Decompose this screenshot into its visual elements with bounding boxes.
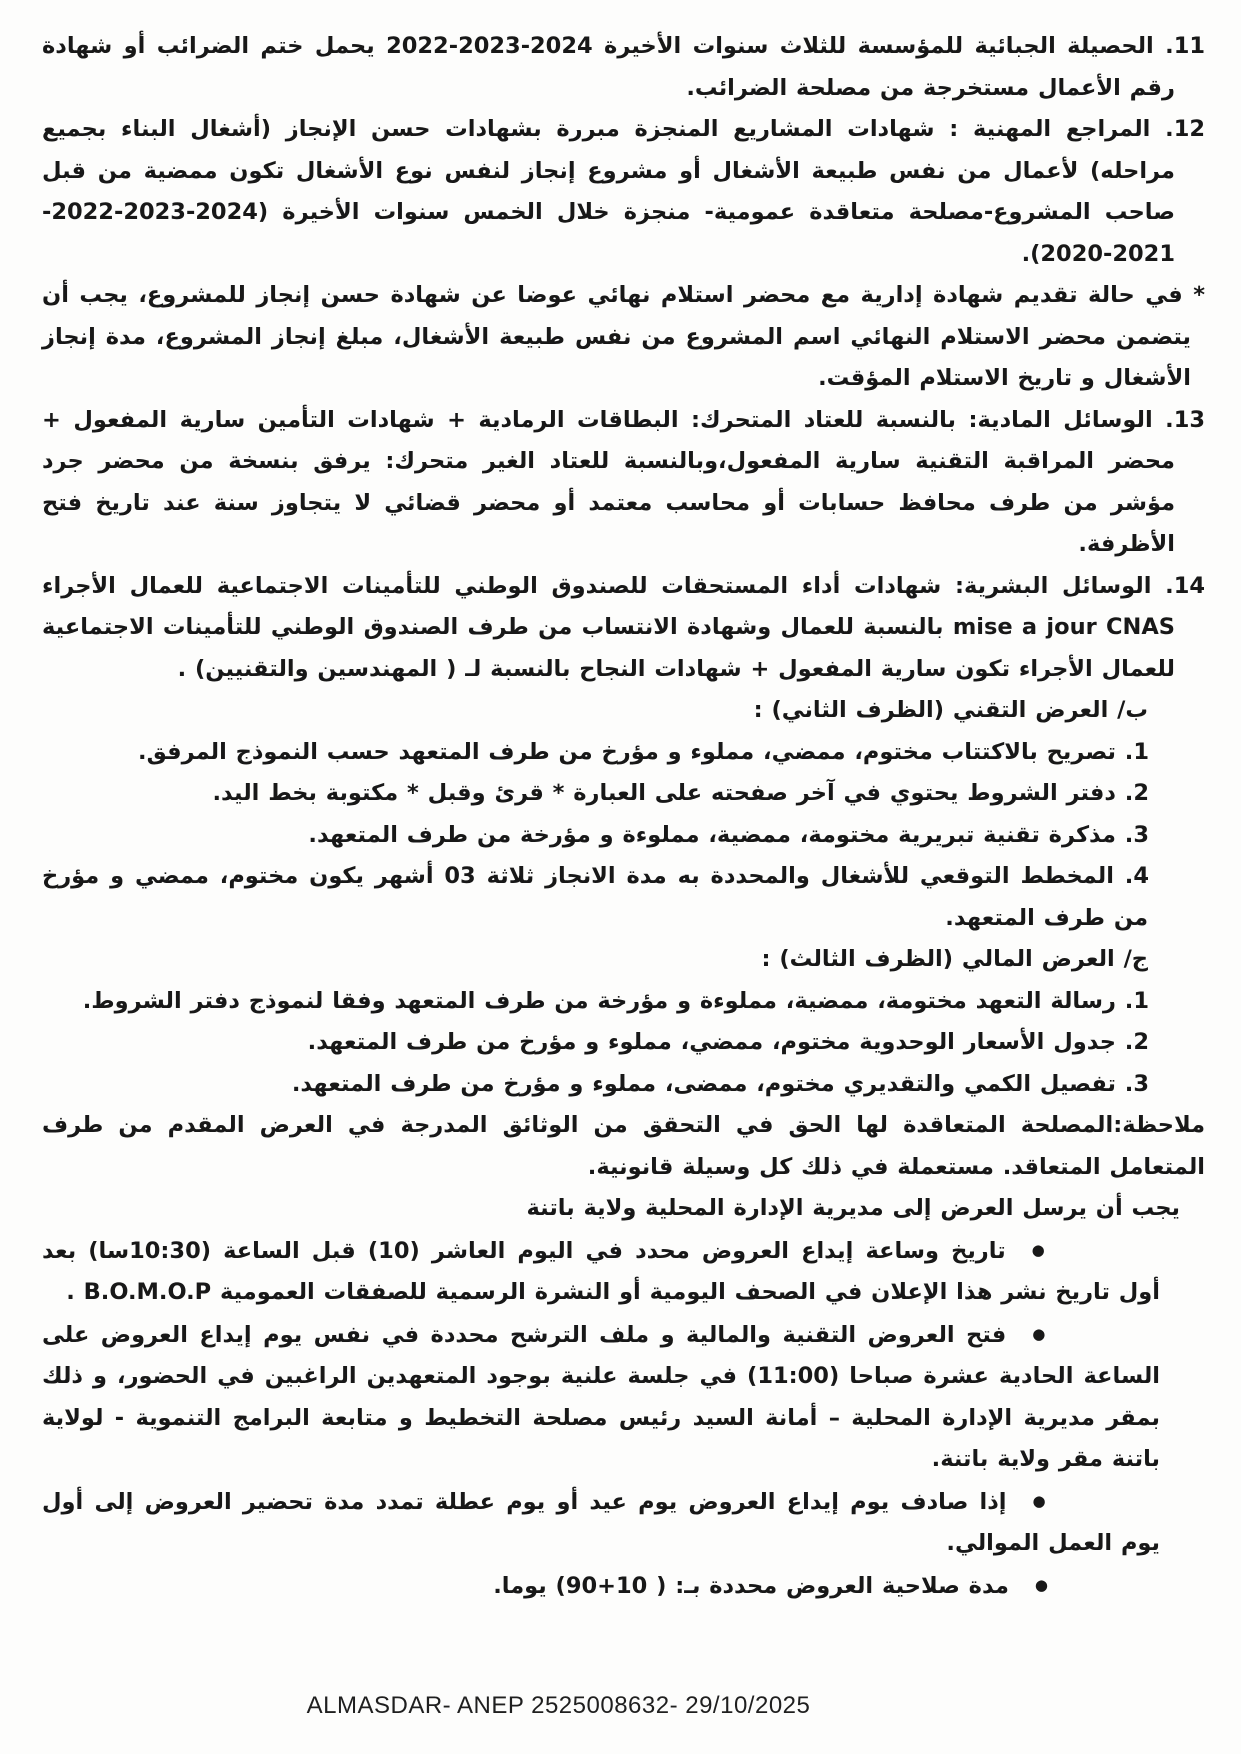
section-c-item-unit-prices-table: 2. جدول الأسعار الوحدوية مختوم، ممضي، مملوء و مؤرخ من طرف المتعهد. [307,1029,1149,1055]
bullet-deposit-date [42,1230,1205,1314]
bullet-holiday-rule-text: إذا صادف يوم إيداع العروض يوم عيد أو يوم عطلة تمدد مدة تحضير العروض إلى أول يوم العمل الموالي. [42,1488,1160,1556]
section-c-item-commitment-letter: 1. رسالة التعهد مختومة، ممضية، مملوءة و مؤرخة من طرف المتعهد وفقا لنموذج دفتر الشروط. [82,987,1149,1014]
remark-verification-right: ملاحظة:المصلحة المتعاقدة لها الحق في التحقق من الوثائق المدرجة في العرض المقدم من طرف المتعامل المتعاقد. مستعملة في ذلك كل وسيلة قانونية. [42,1112,1205,1180]
bullet-icon: ● [1032,1491,1048,1510]
bullet-offer-validity-text: مدة صلاحية العروض محددة بـ: ( 10+90) يوما. [493,1572,1009,1599]
bullet-opening-session-text: فتح العروض التقنية والمالية و ملف الترشح محددة في نفس يوم إيداع العروض على الساعة الحادية عشرة صباحا (11:00) في جلسة علنية بوجود المتعهدين الراغبين في الحضور، و ذلك بمقر مديرية الإدارة المحلية – أمانة السيد رئيس مصلحة التخطيط و متابعة البرامج التنموية - لولاية باتنة مقر ولاية باتنة. [42,1321,1160,1472]
bullet-icon: ● [1032,1324,1048,1343]
clause-12-professional-references: 12. المراجع المهنية : شهادات المشاريع المنجزة مبررة بشهادات حسن الإنجاز (أشغال البناء بجميع مراحله) لأعمال من نفس طبيعة الأشغال أو مشروع إنجاز لنفس نوع الأشغال تكون ممضية من قبل صاحب المشروع-مصلحة متعاقدة عمومية- منجزة خلال الخمس سنوات الأخيرة (2024-2023-2022-2021-2020). [42,116,1205,267]
bullet-opening-session [42,1314,1205,1481]
bullet-icon: ● [1034,1575,1048,1594]
tender-text-block [42,26,1205,1607]
section-c-financial-offer-title: ج/ العرض المالي (الظرف الثالث) : [761,946,1148,972]
anep-footer-line: ALMASDAR- ANEP 2525008632- 29/10/2025 [306,1692,811,1719]
section-c-item-quantitative-estimate: 3. تفصيل الكمي والتقديري مختوم، ممضى، مملوء و مؤرخ من طرف المتعهد. [291,1070,1149,1097]
bullet-offer-validity [42,1565,1205,1608]
star-footnote-administrative-certificate: * في حالة تقديم شهادة إدارية مع محضر استلام نهائي عوضا عن شهادة حسن إنجاز للمشروع، يجب أن يتضمن محضر الاستلام النهائي اسم المشروع من نفس طبيعة الأشغال، مبلغ إنجاز المشروع، مدة إنجاز الأشغال و تاريخ الاستلام المؤقت. [42,282,1205,391]
clause-14-human-means: 14. الوسائل البشرية: شهادات أداء المستحقات للصندوق الوطني للتأمينات الاجتماعية للعمال الأجراء mise a jour CNAS بالنسبة للعمال وشهادة الانتساب من طرف الصندوق الوطني للتأمينات الاجتماعية للعمال الأجراء تكون سارية المفعول + شهادات النجاح بالنسبة لـ ( المهندسين والتقنيين) . [42,572,1205,682]
section-b-item-specifications-booklet: 2. دفتر الشروط يحتوي في آخر صفحته على العبارة * قرئ وقبل * مكتوبة بخط اليد. [212,780,1149,806]
bullet-deposit-date-text: تاريخ وساعة إيداع العروض محدد في اليوم العاشر (10) قبل الساعة (10:30سا) بعد أول تاريخ نشر هذا الإعلان في الصحف اليومية أو النشرة الرسمية للصفقات العمومية B.O.M.O.P . [42,1237,1160,1305]
submission-address-line: يجب أن يرسل العرض إلى مديرية الإدارة المحلية ولاية باتنة [526,1195,1180,1221]
clause-13-material-means: 13. الوسائل المادية: بالنسبة للعتاد المتحرك: البطاقات الرمادية + شهادات التأمين سارية المفعول + محضر المراقبة التقنية سارية المفعول،وبالنسبة للعتاد الغير متحرك: يرفق بنسخة من محضر جرد مؤشر من طرف محافظ حسابات أو محاسب معتمد أو محضر قضائي لا يتجاوز سنة عند تاريخ فتح الأظرفة. [42,406,1205,557]
section-b-item-technical-memo: 3. مذكرة تقنية تبريرية مختومة، ممضية، مملوءة و مؤرخة من طرف المتعهد. [308,821,1149,848]
bullet-icon: ● [1031,1240,1049,1259]
section-b-item-works-schedule: 4. المخطط التوقعي للأشغال والمحددة به مدة الانجاز ثلاثة 03 أشهر يكون مختوم، ممضي و مؤرخ من طرف المتعهد. [42,863,1149,931]
section-b-item-subscription-declaration: 1. تصريح بالاكتتاب مختوم، ممضي، مملوء و مؤرخ من طرف المتعهد حسب النموذج المرفق. [138,738,1149,765]
bullet-holiday-rule [42,1481,1205,1565]
section-b-technical-offer-title: ب/ العرض التقني (الظرف الثاني) : [753,697,1148,723]
clause-11-fiscal-report: 11. الحصيلة الجبائية للمؤسسة للثلاث سنوات الأخيرة 2024-2023-2022 يحمل ختم الضرائب أو شهادة رقم الأعمال مستخرجة من مصلحة الضرائب. [42,33,1205,101]
